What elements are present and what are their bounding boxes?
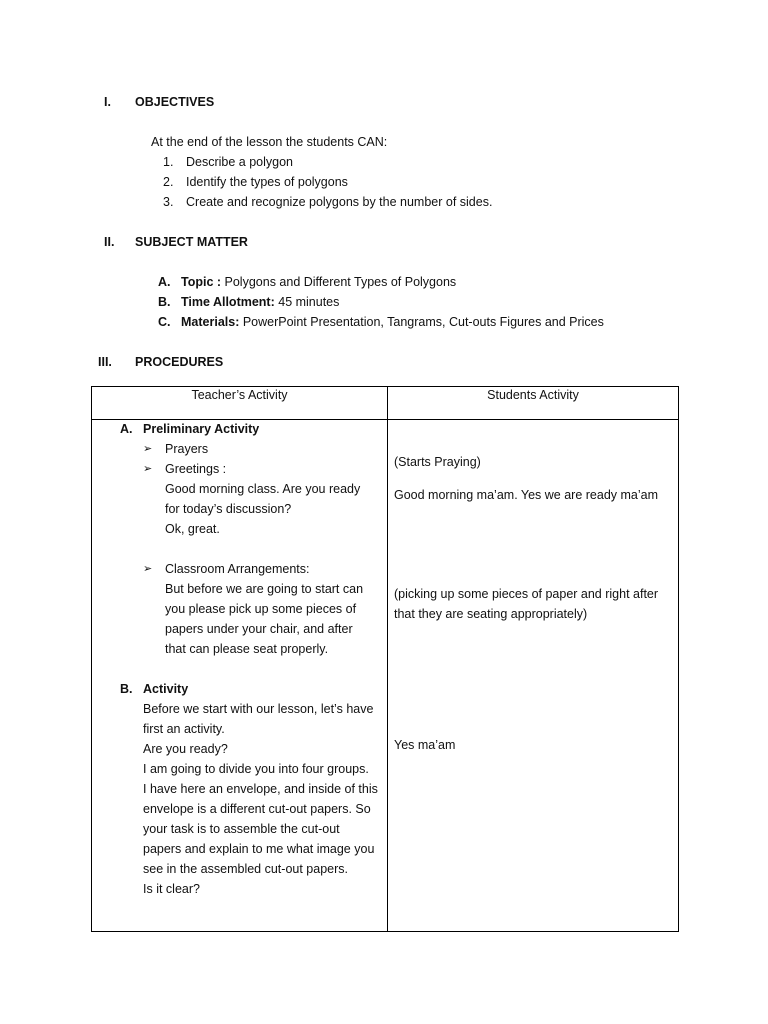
classroom-line: But before we are going to start can: [165, 582, 364, 596]
classroom-line: papers under your chair, and after: [165, 622, 353, 636]
students-greeting: Good morning ma’am. Yes we are ready ma’am: [394, 488, 659, 502]
header-teacher-cell: [92, 387, 388, 420]
activity-line: see in the assembled cut-out papers.: [143, 862, 348, 876]
subject-label: Time Allotment:: [181, 295, 275, 309]
preliminary-letter: A.: [120, 422, 133, 436]
activity-letter: B.: [120, 682, 133, 696]
subject-materials: [181, 315, 604, 329]
classroom-line: you please pick up some pieces of: [165, 602, 357, 616]
objective-item: Describe a polygon: [186, 155, 294, 169]
objective-number: 3.: [163, 195, 174, 209]
header-teachers-activity: Teacher’s Activity: [191, 388, 288, 402]
subject-letter: B.: [158, 295, 171, 309]
greetings-item: Greetings :: [165, 462, 227, 476]
procedures-table: [91, 386, 679, 932]
students-activity-cell: [388, 420, 679, 932]
students-ready: Yes ma’am: [394, 738, 456, 752]
students-praying: (Starts Praying): [394, 455, 481, 469]
greetings-line: Good morning class. Are you ready: [165, 482, 361, 496]
objective-number: 1.: [163, 155, 174, 169]
activity-title: Activity: [143, 682, 189, 696]
subject-letter: C.: [158, 315, 171, 329]
bullet-arrow-icon: ➢: [143, 563, 153, 575]
section-title-objectives: OBJECTIVES: [135, 95, 215, 109]
header-students-cell: [388, 387, 679, 420]
objective-item: Create and recognize polygons by the number of sides.: [186, 195, 493, 209]
header-students-activity: Students Activity: [487, 388, 579, 402]
table-header-row: [92, 387, 679, 420]
prayers-item: Prayers: [165, 442, 209, 456]
students-papers-line: (picking up some pieces of paper and right after: [394, 587, 659, 601]
greetings-line: Ok, great.: [165, 522, 220, 536]
section-number-procedures: III.: [98, 355, 112, 369]
bullet-arrow-icon: ➢: [143, 463, 153, 475]
subject-value: PowerPoint Presentation, Tangrams, Cut-outs Figures and Prices: [239, 315, 604, 329]
subject-value: Polygons and Different Types of Polygons: [221, 275, 457, 289]
activity-line: your task is to assemble the cut-out: [143, 822, 340, 836]
subject-letter: A.: [158, 275, 171, 289]
preliminary-title: Preliminary Activity: [143, 422, 260, 436]
activity-line: Before we start with our lesson, let’s have: [143, 702, 374, 716]
activity-line: first an activity.: [143, 722, 225, 736]
subject-value: 45 minutes: [274, 295, 340, 309]
section-number-objectives: I.: [104, 95, 111, 109]
section-title-subject-matter: SUBJECT MATTER: [135, 235, 248, 249]
objective-number: 2.: [163, 175, 174, 189]
activity-line: envelope is a different cut-out papers. So: [143, 802, 371, 816]
activity-line: papers and explain to me what image you: [143, 842, 375, 856]
subject-label: Topic :: [181, 275, 222, 289]
students-papers-line: that they are seating appropriately): [394, 607, 588, 621]
classroom-arrangements-item: Classroom Arrangements:: [165, 562, 310, 576]
subject-label: Materials:: [181, 315, 240, 329]
activity-line: I have here an envelope, and inside of this: [143, 782, 378, 796]
objectives-intro: At the end of the lesson the students CAN:: [151, 135, 388, 149]
bullet-arrow-icon: ➢: [143, 443, 153, 455]
subject-time-allotment: [181, 295, 339, 309]
table-row: [92, 420, 679, 932]
section-title-procedures: PROCEDURES: [135, 355, 224, 369]
activity-line: I am going to divide you into four groups.: [143, 762, 369, 776]
subject-topic: [181, 275, 456, 289]
activity-line: Is it clear?: [143, 882, 200, 896]
classroom-line: that can please seat properly.: [165, 642, 329, 656]
activity-line: Are you ready?: [143, 742, 228, 756]
greetings-line: for today’s discussion?: [165, 502, 292, 516]
teacher-activity-cell: [92, 420, 388, 932]
section-number-subject-matter: II.: [104, 235, 115, 249]
objective-item: Identify the types of polygons: [186, 175, 348, 189]
